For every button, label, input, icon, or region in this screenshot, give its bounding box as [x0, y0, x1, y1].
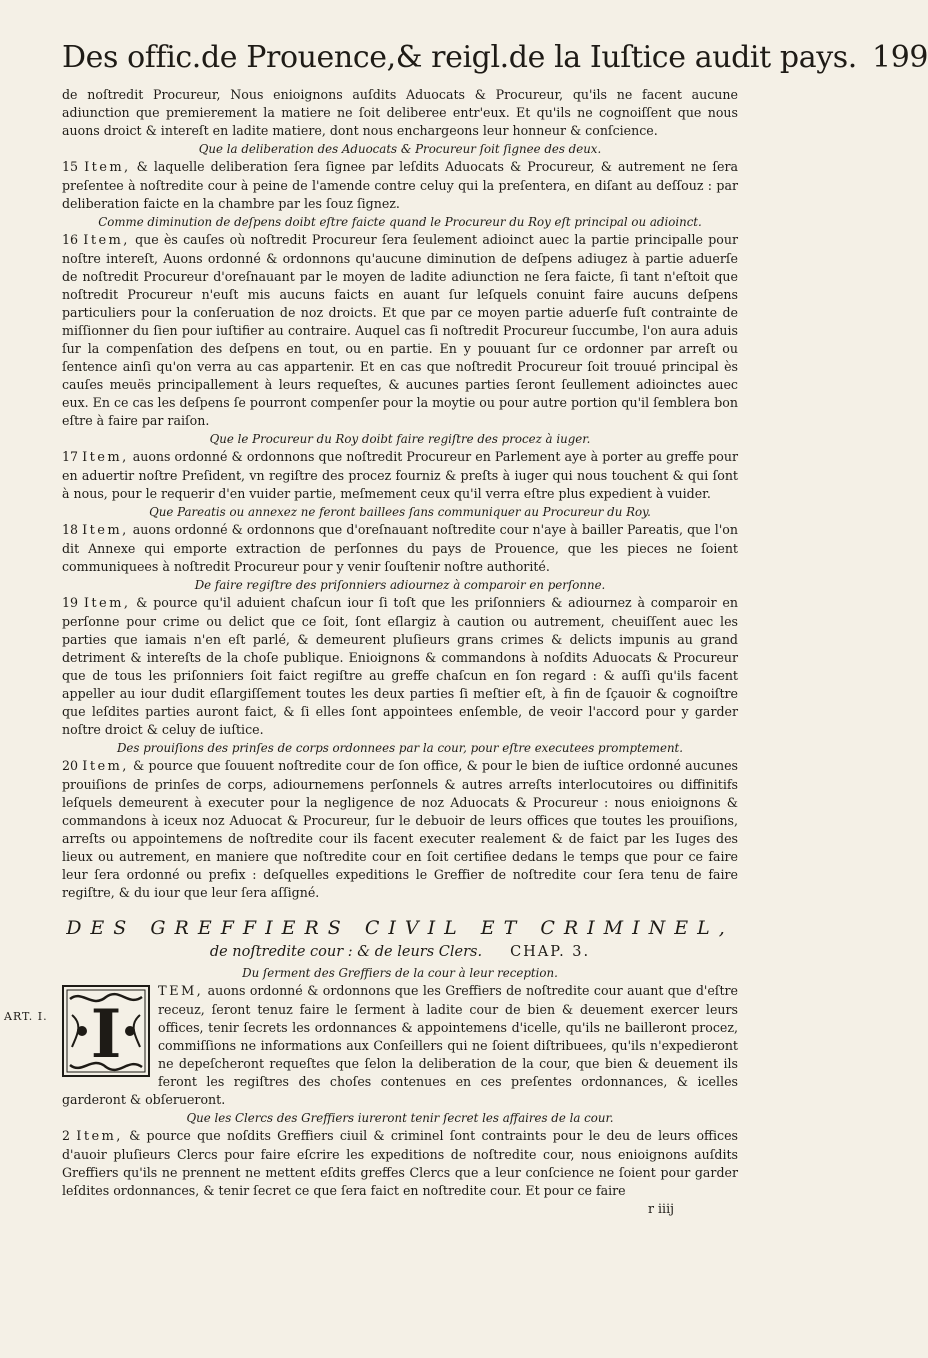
article-number: 16	[62, 232, 79, 247]
article-paragraph	[62, 521, 738, 576]
item-lead: Item,	[84, 160, 131, 175]
article-paragraph	[62, 1127, 738, 1200]
chapter-subtitle	[62, 940, 738, 964]
article-text: auons ordonné & ordonnons que noſtredit Procureur en Parlement aye à porter au greffe pour en aduertir noſtre Preſident, vn regiſtre des procez fourniz & preſts à iuger qui nous touchent & qui ſont à nous, pour le requerir d'en vuider partie, meſmement ceux qu'il verra eſtre plus expedient à vuider.	[62, 449, 738, 501]
chapter-subtitle-text: de noſtredite cour : & de leurs Clers.	[209, 944, 483, 960]
section-heading: Du ſerment des Greffiers de la cour à leur reception.	[242, 966, 558, 980]
item-lead: Item,	[82, 450, 129, 465]
article-number: 20	[62, 758, 79, 773]
article-text: & pource que noſdits Greffiers ciuil & criminel ſont contraints pour le deu de leurs offices d'auoir pluſieurs Clercs pour faire eſcrire les expeditions de noſtredite cour, nous enioignons auſdits Greffiers qu'ils ne prennent ne mettent eſdits greffes Clercs que a leur conſcience ne ſoient pour garder leſdites ordonnances, & tenir ſecret ce que ſera faict en noſtredite cour. Et pour ce faire	[62, 1128, 738, 1198]
article-text: & pource qu'il aduient chaſcun iour ſi toſt que les priſonniers & adiournez à comparoir en perſonne pour crime ou delict que ce ſoit, ſont eſlargiz à caution ou autrement, cheuiſſent auec les parties que iamais n'en eſt parlé, & demeurent pluſieurs grans crimes & delicts impunis au grand detriment & intereſts de la choſe publique. Enioignons & commandons à noſdits Aduocats & Procureur que de tous les priſonniers ſoit faict regiſtre au greffe chaſcun en ſon regard : & auſſi qu'ils facent appeller au iour dudit eſlargiſſement toutes les deux parties ſi meſtier eſt, à fin de ſçauoir & cognoiſtre que leſdites parties auront faict, & ſi elles ſont appointees enſemble, de veoir l'accord pour y garder noſtre droict & celuy de iuſtice.	[62, 595, 738, 737]
signature-mark: r iiij	[647, 1201, 674, 1216]
article-paragraph	[62, 594, 738, 739]
article-text: que ès cauſes où noſtredit Procureur ſera ſeulement adioinct auec la partie principalle pour noſtre intereſt, Auons ordonné & ordonnons qu'aucune diminution de deſpens adiugez à partie aduerſe de noſtredit Procureur d'oreſnauant par le moyen de ladite adiunction ne ſera faicte, ſi tant n'eſtoit que noſtredit Procureur n'euſt mis aucuns faicts en auant ſur leſquels conuint faire aucuns deſpens particuliers pour la conſeruation de noz droicts. Et que par ce moyen partie aduerſe fuſt contrainte de miſſionner du ſien pour iuſtifier au contraire. Auquel cas ſi noſtredit Procureur ſuccumbe, l'on aura aduis ſur la compenſation des deſpens en tout, ou en partie. En y pouuant ſur ce ordonner par arreſt ou ſentence ainſi qu'on verra au cas appartenir. Et en cas que noſtredit Procureur ſoit trouué principal ès cauſes meuës principallement à leurs requeſtes, & aucunes parties ſeront ſeullement adioinctes auec eux. En ce cas les deſpens ſe pourront compenſer pour la moytie ou pour autre portion qu'il ſemblera bon eſtre à faire par raiſon.	[62, 232, 738, 428]
running-header	[62, 40, 928, 75]
paragraph: de noſtredit Procureur, Nous enioignons auſdits Aduocats & Procureur, qu'ils ne facent aucune adiunction que premierement la matiere ne ſoit deliberee entr'eux. Et qu'ils ne cognoiſſent que nous auons droict & intereſt en ladite matiere, dont nous enchargeons leur honneur & conſcience.	[62, 87, 738, 138]
article-paragraph	[62, 158, 738, 213]
article-number: 2	[62, 1128, 71, 1143]
item-lead: Item,	[82, 759, 129, 774]
article-paragraph	[62, 231, 738, 430]
section-heading: Que la deliberation des Aduocats & Procureur ſoit ſignee des deux.	[198, 142, 602, 156]
section-heading: Des prouiſions des prinſes de corps ordonnees par la cour, pour eſtre executees promptement.	[116, 741, 684, 755]
item-lead: Item,	[83, 233, 130, 248]
article-number: 17	[62, 449, 79, 464]
running-title: Des offic.de Prouence,& reigl.de la Iuſtice audit pays.	[62, 40, 857, 75]
section-heading: De faire regiſtre des priſonniers adiournez à comparoir en perſonne.	[194, 578, 606, 592]
article-number: 18	[62, 522, 79, 537]
section-heading: Que Pareatis ou annexez ne feront baillees ſans communiquer au Procureur du Roy.	[149, 505, 651, 519]
chapter-number: CHAP. 3.	[510, 944, 591, 960]
article-paragraph	[62, 757, 738, 902]
article-text: auons ordonné & ordonnons que d'oreſnauant noſtredite cour n'aye à bailler Pareatis, que l'on dit Annexe qui emporte extraction de perſonnes du pays de Prouence, que les pieces ne ſoient communiquees à noſtredit Procureur pour y venir ſouſtenir noſtre authorité.	[62, 522, 738, 574]
page-body	[62, 86, 738, 1218]
article-number: 19	[62, 595, 79, 610]
item-lead: Item,	[82, 523, 129, 538]
section-heading: Que les Clercs des Greffiers iureront tenir ſecret les affaires de la cour.	[186, 1111, 614, 1125]
article-text: & pource que ſouuent noſtredite cour de ſon office, & pour le bien de iuſtice ordonné aucunes prouiſions de prinſes de corps, adiournemens perſonnels & autres arreſts interlocutoires ou diffinitifs leſquels demeurent à executer pour la negligence de noz Aduocats & Procureur : nous enioignons & commandons à iceux noz Aduocat & Procureur, ſur le debuoir de leurs offices que toutes les prouiſions, arreſts ou appointemens de noſtredite cour ils facent executer realement & de faict par les Iuges des lieux ou autrement, en maniere que noſtredite cour en ſoit certifiee dedans le temps que pour ce faire leur ſera ordonné ou prefix : deſquelles expeditions le Greffier de noſtredite cour ſera tenu de faire regiſtre, & du iour que leur ſera aſſigné.	[62, 758, 738, 900]
article-text: & laquelle deliberation ſera ſignee par leſdits Aduocats & Procureur, & autrement ne ſera preſentee à noſtredite cour à peine de l'amende contre celuy qui la preſentera, en diſant au deſſouz : par deliberation faicte en la chambre par les ſouz ſignez.	[62, 159, 738, 211]
margin-note: ART. I.	[4, 1010, 48, 1023]
item-lead: Item,	[76, 1129, 123, 1144]
article-paragraph	[62, 448, 738, 503]
section-heading: Que le Procureur du Roy doibt faire regiſtre des procez à iuger.	[209, 432, 591, 446]
initial-letter: I	[90, 995, 122, 1073]
ornamental-initial-icon	[62, 985, 150, 1077]
section-heading: Comme diminution de deſpens doibt eſtre faicte quand le Procureur du Roy eſt principal ou adioinct.	[98, 215, 702, 229]
article-number: 15	[62, 159, 79, 174]
item-lead: TEM,	[158, 984, 204, 999]
page-number: 199	[872, 40, 928, 75]
article-paragraph	[62, 982, 738, 1109]
item-lead: Item,	[83, 596, 131, 611]
chapter-title: DES GREFFIERS CIVIL ET CRIMINEL,	[66, 917, 734, 939]
article-text: auons ordonné & ordonnons que les Greffiers de noſtredite cour auant que d'eſtre receuz, ſeront tenuz faire le ſerment à ladite cour de bien & deuement exercer leurs offices, tenir ſecrets les ordonnances & appointemens d'icelle, qu'ils ne bailleront procez, commiſſions ne informations aux Conſeillers qui ne ſoient diſtribuees, qu'ils n'expedieront ne depeſcheront requeſtes que ſelon la deliberation de la cour, que bien & deuement ils feront les regiſtres des choſes contenues en ces preſentes ordonnances, & icelles garderont & obſerueront.	[62, 983, 738, 1107]
